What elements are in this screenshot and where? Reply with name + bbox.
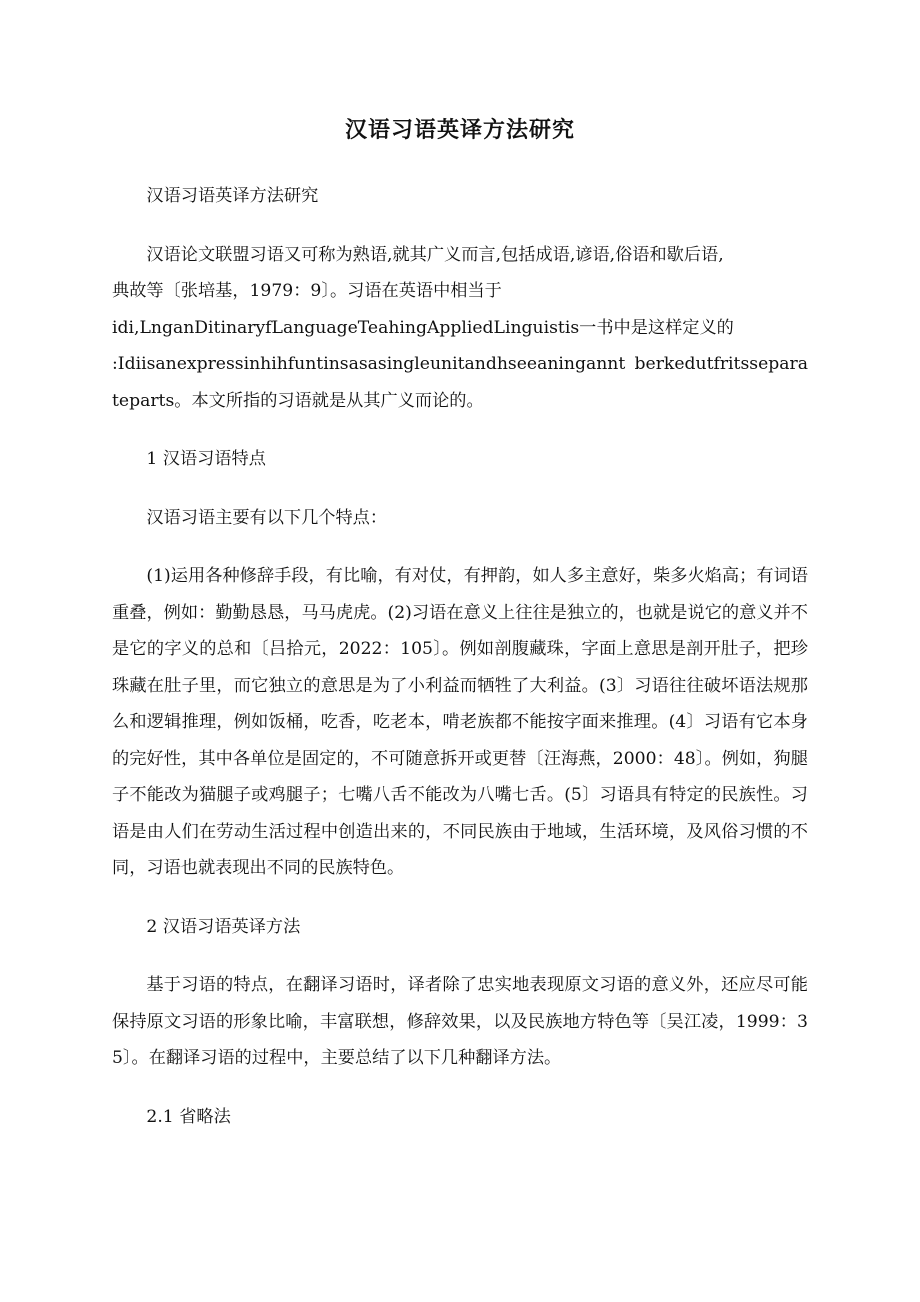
intro-line: :Idiisanexpressinhihfuntinsasasingleunitandhseeaningannt berkedutfritsseparateparts。本文所指的习语就是从其广义而论的。 [112, 354, 808, 411]
intro-line: idi,LnganDitinaryfLanguageTeahingAppliedLinguistis一书中是这样定义的 [112, 317, 734, 338]
section2-body: 基于习语的特点，在翻译习语时，译者除了忠实地表现原文习语的意义外，还应尽可能保持原文习语的形象比喻，丰富联想，修辞效果，以及民族地方特色等〔吴江凌，1999：35〕。在翻译习语的过程中，主要总结了以下几种翻译方法。 [112, 975, 808, 1068]
intro-paragraph [112, 237, 808, 420]
section2-heading: 2 汉语习语英译方法 [146, 916, 301, 937]
section1-body: (1)运用各种修辞手段，有比喻，有对仗，有押韵，如人多主意好，柴多火焰高；有词语重叠，例如：勤勤恳恳，马马虎虎。(2)习语在意义上往往是独立的，也就是说它的意义并不是它的字义的总和〔吕拾元，2022：105〕。例如剖腹藏珠，字面上意思是剖开肚子，把珍珠藏在肚子里，而它独立的意思是为了小利益而牺牲了大利益。(3〕习语往往破坏语法规那么和逻辑推理，例如饭桶，吃香，吃老本，啃老族都不能按字面来推理。(4〕习语有它本身的完好性，其中各单位是固定的，不可随意拆开或更替〔汪海燕，2000：48〕。例如，狗腿子不能改为猫腿子或鸡腿子；七嘴八舌不能改为八嘴七舌。(5〕习语具有特定的民族性。习语是由人们在劳动生活过程中创造出来的，不同民族由于地域，生活环境，及风俗习惯的不同，习语也就表现出不同的民族特色。 [112, 566, 808, 878]
document-body [112, 178, 808, 1157]
intro-line: 汉语论文联盟习语又可称为熟语,就其广义而言,包括成语,谚语,俗语和歇后语, [146, 244, 724, 265]
intro-line: 典故等〔张培基，1979：9〕。习语在英语中相当于 [112, 281, 502, 301]
section2-1-heading: 2.1 省略法 [146, 1106, 231, 1127]
subtitle-paragraph: 汉语习语英译方法研究 [146, 186, 319, 206]
section1-lead: 汉语习语主要有以下几个特点： [146, 507, 388, 528]
section1-heading: 1 汉语习语特点 [146, 449, 266, 469]
document-title: 汉语习语英译方法研究 [344, 117, 575, 143]
